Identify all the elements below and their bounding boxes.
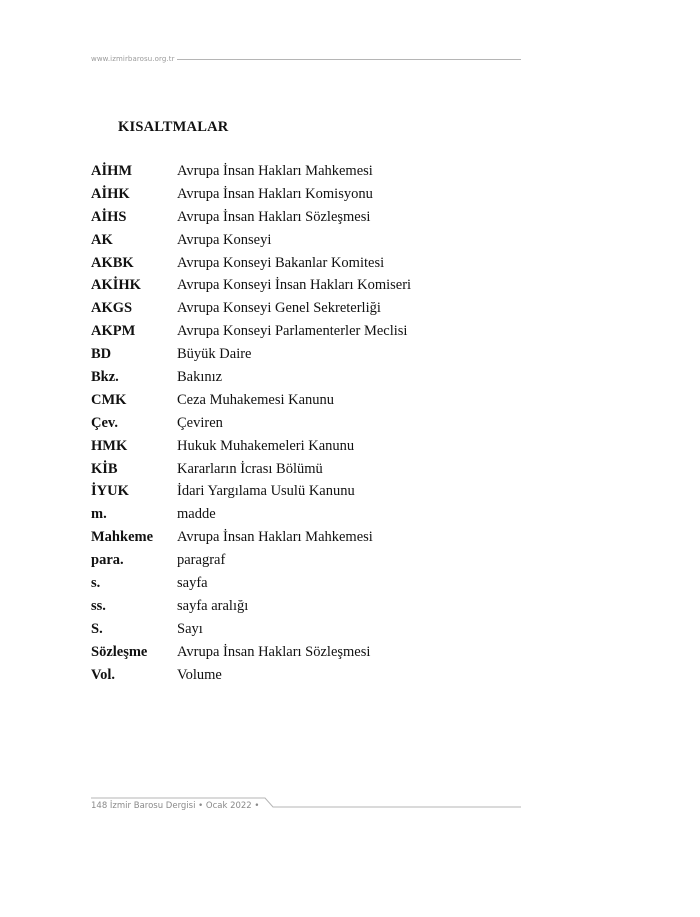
abbreviation-definition: paragraf: [177, 552, 226, 569]
abbreviation-term: CMK: [91, 391, 127, 408]
abbreviation-definition: Sayı: [177, 620, 203, 637]
abbreviation-term: AKBK: [91, 254, 134, 271]
abbreviation-term: ss.: [91, 597, 106, 614]
abbreviation-row: [91, 274, 511, 297]
abbreviation-definition: Bakınız: [177, 368, 223, 385]
abbreviation-row: [91, 160, 511, 183]
abbreviation-definition: Hukuk Muhakemeleri Kanunu: [177, 437, 355, 454]
abbreviation-definition: Büyük Daire: [177, 346, 252, 363]
abbreviation-term: AİHS: [91, 208, 127, 225]
abbreviation-term: s.: [91, 574, 101, 591]
abbreviation-row: [91, 664, 511, 687]
footer-text: 148 İzmir Barosu Dergisi • Ocak 2022 •: [91, 801, 260, 811]
abbreviation-term: AİHK: [91, 185, 130, 202]
abbreviation-row: [91, 458, 511, 481]
abbreviation-term: Çev.: [91, 414, 118, 431]
abbreviation-term: BD: [91, 346, 112, 363]
page-header: [91, 53, 521, 65]
header-url: www.izmirbarosu.org.tr: [91, 55, 175, 63]
abbreviation-term: KİB: [91, 460, 118, 477]
abbreviation-definition: Çeviren: [177, 414, 223, 431]
abbreviation-definition: Volume: [177, 666, 222, 683]
abbreviation-term: AİHM: [91, 162, 133, 179]
abbreviation-row: [91, 503, 511, 526]
abbreviation-row: [91, 252, 511, 275]
abbreviation-definition: Avrupa İnsan Hakları Mahkemesi: [177, 162, 373, 179]
abbreviation-definition: Avrupa Konseyi Genel Sekreterliği: [177, 300, 381, 317]
abbreviation-list: [91, 160, 511, 686]
abbreviation-definition: madde: [177, 506, 216, 523]
section-title: KISALTMALAR: [118, 119, 229, 135]
header-rule: [177, 59, 521, 60]
abbreviation-definition: sayfa aralığı: [177, 597, 249, 614]
abbreviation-row: [91, 389, 511, 412]
abbreviation-definition: Avrupa İnsan Hakları Komisyonu: [177, 185, 373, 202]
abbreviation-term: Mahkeme: [91, 529, 154, 546]
abbreviation-term: S.: [91, 620, 103, 637]
abbreviation-term: HMK: [91, 437, 128, 454]
abbreviation-term: AK: [91, 231, 113, 248]
abbreviation-definition: Avrupa İnsan Hakları Mahkemesi: [177, 529, 373, 546]
abbreviation-definition: Avrupa Konseyi İnsan Hakları Komiseri: [177, 277, 412, 294]
page-footer: [91, 797, 521, 813]
abbreviation-term: m.: [91, 506, 107, 523]
abbreviation-row: [91, 229, 511, 252]
abbreviation-term: Sözleşme: [91, 643, 148, 660]
abbreviation-term: AKGS: [91, 300, 133, 317]
abbreviation-definition: Avrupa Konseyi: [177, 231, 272, 248]
abbreviation-row: [91, 366, 511, 389]
abbreviation-definition: Avrupa İnsan Hakları Sözleşmesi: [177, 208, 371, 225]
abbreviation-definition: Avrupa Konseyi Bakanlar Komitesi: [177, 254, 385, 271]
abbreviation-row: [91, 412, 511, 435]
abbreviation-term: Bkz.: [91, 368, 119, 385]
abbreviation-definition: Avrupa İnsan Hakları Sözleşmesi: [177, 643, 371, 660]
abbreviation-row: [91, 297, 511, 320]
abbreviation-definition: Avrupa Konseyi Parlamenterler Meclisi: [177, 323, 408, 340]
abbreviation-term: AKPM: [91, 323, 136, 340]
abbreviation-row: [91, 206, 511, 229]
abbreviation-row: [91, 435, 511, 458]
abbreviation-definition: Kararların İcrası Bölümü: [177, 460, 323, 477]
abbreviation-row: [91, 343, 511, 366]
abbreviation-row: [91, 549, 511, 572]
abbreviation-row: [91, 480, 511, 503]
abbreviation-row: [91, 572, 511, 595]
abbreviation-row: [91, 320, 511, 343]
abbreviation-term: para.: [91, 552, 124, 569]
abbreviation-row: [91, 183, 511, 206]
abbreviation-definition: Ceza Muhakemesi Kanunu: [177, 391, 335, 408]
abbreviation-row: [91, 595, 511, 618]
abbreviation-term: İYUK: [91, 483, 129, 500]
abbreviation-term: Vol.: [91, 666, 116, 683]
abbreviation-definition: sayfa: [177, 574, 208, 591]
abbreviation-row: [91, 618, 511, 641]
abbreviation-term: AKİHK: [91, 277, 141, 294]
abbreviation-definition: İdari Yargılama Usulü Kanunu: [177, 483, 355, 500]
abbreviation-row: [91, 526, 511, 549]
abbreviation-row: [91, 641, 511, 664]
